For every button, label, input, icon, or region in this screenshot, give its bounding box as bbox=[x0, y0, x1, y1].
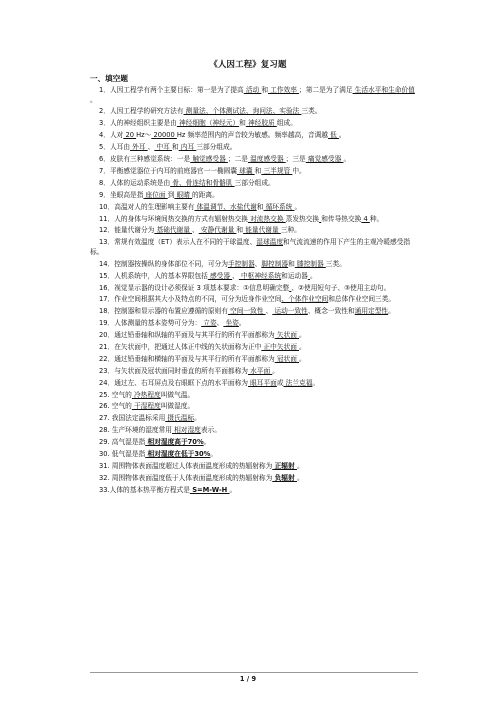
question-text: 26. 空气的 bbox=[99, 402, 132, 411]
question-text: 叫做湿度。 bbox=[160, 402, 195, 411]
answer-blank: 能量代谢量 bbox=[243, 226, 281, 235]
answer-blank: 体温调节、水盐代谢 bbox=[194, 202, 257, 211]
question-text: 18．控制器和显示器的布置应遵循的原则有 bbox=[99, 307, 228, 316]
question-text: 15．人机系统中，人的基本界限包括 bbox=[99, 271, 208, 280]
answer-blank: 球囊 bbox=[237, 166, 255, 175]
question-text: 三种。 bbox=[280, 226, 301, 235]
answer-blank: 基础代谢量 bbox=[154, 226, 193, 235]
question-text: 、 bbox=[147, 143, 155, 152]
answer-blank: 安静代谢量 bbox=[198, 226, 237, 235]
question-text: 和 bbox=[261, 86, 269, 94]
question-text: 和传导热交换 bbox=[321, 214, 362, 223]
answer-blank: 摄氏温标 bbox=[165, 414, 195, 423]
question-text: 。 bbox=[299, 331, 306, 340]
question-text: 和 bbox=[239, 119, 246, 128]
question-text: 和气流流速的作用下产生的主观冷暖感受指标。 bbox=[90, 238, 411, 256]
question-item bbox=[90, 143, 418, 153]
answer-blank: 测量法、个体测试法、询问法、实验法 bbox=[183, 107, 302, 116]
question-text: 三类。 bbox=[325, 259, 346, 268]
question-text: 31. 周围物体表面温度超过人体表面温度形成的热辐射称为 bbox=[99, 461, 273, 470]
question-item bbox=[90, 155, 418, 165]
answer-blank: 20 bbox=[123, 131, 137, 140]
question-item bbox=[90, 260, 418, 270]
question-item bbox=[90, 119, 418, 129]
question-text: 中。 bbox=[292, 166, 306, 175]
question-text: 。 bbox=[299, 354, 306, 363]
question-list bbox=[90, 86, 418, 498]
answer-blank: 坐姿 bbox=[223, 319, 239, 328]
answer-blank: 法兰克福 bbox=[283, 378, 313, 387]
question-item bbox=[90, 462, 418, 472]
question-text: 27. 我国法定温标采用 bbox=[99, 414, 166, 423]
question-text: 25. 空气的 bbox=[99, 390, 132, 399]
question-text: 三部分组成。 bbox=[234, 178, 275, 187]
question-text: 、 bbox=[216, 319, 224, 328]
answer-blank: 骨、骨连结和骨骼肌 bbox=[170, 178, 235, 187]
question-text: 和 bbox=[171, 143, 179, 152]
question-text: 。 bbox=[338, 131, 346, 140]
answer-blank: 正中矢状面 bbox=[261, 343, 300, 351]
question-text: 和 bbox=[236, 226, 244, 235]
question-item bbox=[90, 86, 418, 105]
question-text: 1．人因工程学有两个主要目标：第一是为了提高 bbox=[99, 86, 244, 94]
question-text: 种。 bbox=[369, 214, 384, 223]
answer-blank: 痛觉感受器 bbox=[305, 155, 344, 164]
section-heading: 一、填空题 bbox=[90, 74, 128, 83]
question-text: 12．能量代谢分为 bbox=[99, 226, 155, 235]
question-text: 13．常规有效温度（ET）表示人在不同的干球温度、 bbox=[99, 238, 257, 247]
answer-blank: 中耳 bbox=[154, 143, 172, 152]
question-text: 的距离。 bbox=[192, 190, 219, 199]
question-text: 16．视觉显示器的设计必须保证 3 项基本要求：①信息明确完整 bbox=[99, 283, 290, 292]
question-text: 7．平衡感觉器位于内耳的前庭器官一一椭圆囊 bbox=[99, 166, 238, 175]
answer-blank: 矢状面 bbox=[274, 331, 300, 340]
answer-blank: 湿球温度 bbox=[256, 238, 284, 247]
question-item bbox=[90, 167, 418, 177]
answer-blank: 20000 bbox=[151, 131, 177, 140]
question-text: 蒸发热交换 bbox=[285, 214, 320, 223]
answer-blank: 干湿程度 bbox=[131, 402, 161, 411]
question-text: 8．人体的运动系统是由 bbox=[99, 178, 171, 187]
question-item bbox=[90, 450, 418, 460]
answer-blank: 对流热交换 bbox=[247, 214, 286, 223]
question-item bbox=[90, 307, 418, 317]
question-text: 、 bbox=[232, 271, 239, 280]
question-text: 和 bbox=[288, 259, 295, 268]
question-item bbox=[90, 215, 418, 225]
document-title: 《人因工程》复习题 bbox=[209, 59, 287, 69]
question-text: 33.人体的基本热平衡方程式是 bbox=[99, 485, 190, 494]
question-text: 、 bbox=[265, 307, 273, 316]
answer-blank: 内耳 bbox=[178, 143, 197, 152]
question-item bbox=[90, 391, 418, 401]
question-item bbox=[90, 107, 418, 117]
answer-blank: 立姿 bbox=[201, 319, 217, 328]
question-text: 。 bbox=[90, 95, 97, 104]
answer-blank: 通用定型性 bbox=[354, 307, 389, 316]
answer-blank: 冷热程度 bbox=[131, 390, 161, 399]
question-text: 和运动器 bbox=[281, 271, 308, 280]
answer-blank: 座位面 bbox=[143, 190, 168, 199]
answer-blank: 生活水平和生命价值 bbox=[352, 86, 415, 94]
question-text: 19．人体测量的基本姿势可分为： bbox=[99, 319, 202, 328]
question-item bbox=[90, 379, 418, 389]
answer-blank: 相对湿度 bbox=[171, 426, 201, 435]
answer-blank: 脚控制器 bbox=[261, 259, 289, 268]
answer-blank: 、个体作业空间 bbox=[281, 295, 329, 304]
question-item bbox=[90, 179, 418, 189]
question-text: 2．人因工程学的研究方法有 bbox=[99, 107, 184, 116]
question-text: 组成。 bbox=[276, 119, 297, 128]
answer-blank: 感受器 bbox=[207, 271, 233, 280]
question-text: 30. 低气湿是指 bbox=[99, 450, 146, 459]
question-item bbox=[90, 295, 418, 305]
question-item bbox=[90, 331, 418, 341]
question-text: 21．在矢状面中，把通过人体正中线的矢状面称为正中 bbox=[99, 343, 262, 351]
question-text: 4．人对 bbox=[99, 131, 124, 140]
question-text: 和总体作业空间三类。 bbox=[328, 295, 396, 304]
question-text: Hz 频率范围内的声音较为敏感。频率越高，音调越 bbox=[176, 131, 328, 140]
answer-blank: 眼耳平面 bbox=[247, 378, 277, 387]
question-text: 。 bbox=[312, 378, 320, 387]
answer-blank: 膝控制器 bbox=[294, 259, 326, 268]
question-text: 23．与矢状面及冠状面同时垂直的所有平面都称为 bbox=[99, 366, 248, 375]
question-item bbox=[90, 367, 418, 377]
question-text: ；三是 bbox=[285, 155, 306, 164]
question-text: 、 bbox=[192, 226, 199, 235]
answer-blank: 正辐射 bbox=[272, 461, 297, 470]
question-item bbox=[90, 355, 418, 365]
question-item bbox=[90, 343, 418, 353]
question-text: 。 bbox=[194, 414, 201, 423]
answer-blank: 工作效率 bbox=[268, 86, 300, 94]
answer-blank: 负辐射 bbox=[272, 473, 297, 482]
question-text: 。 bbox=[210, 450, 218, 459]
answer-blank: S=M-W-H bbox=[189, 485, 230, 494]
question-text: 。 bbox=[343, 155, 351, 164]
question-item bbox=[90, 486, 418, 496]
question-item bbox=[90, 414, 418, 424]
question-item bbox=[90, 226, 418, 236]
answer-blank: 循环系统 bbox=[263, 202, 295, 211]
answer-blank: 眼睛 bbox=[174, 190, 193, 199]
question-text: 6．皮肤有三种感觉系统：一是 bbox=[99, 155, 191, 164]
question-text: 。 bbox=[388, 307, 395, 316]
question-text: 22．通过铅垂轴和横轴的平面及与其平行的所有平面都称为 bbox=[99, 354, 275, 363]
question-text: 、概念一致性和 bbox=[307, 307, 355, 316]
question-text: ；二是 bbox=[227, 155, 248, 164]
question-text: 和 bbox=[256, 202, 264, 211]
answer-blank: 神经细胞（神经元） bbox=[176, 119, 240, 128]
answer-blank: 温度感受器 bbox=[247, 155, 286, 164]
answer-blank: 相对湿度高于70% bbox=[145, 438, 204, 447]
question-text: 、 bbox=[254, 259, 262, 268]
question-text: 28. 生产环境的湿度常用 bbox=[99, 426, 172, 435]
page-number: 1 / 9 bbox=[239, 675, 257, 683]
question-text: 叫做气温。 bbox=[160, 390, 195, 399]
question-text: 20．通过铅垂轴和纵轴的平面及与其平行的所有平面都称为 bbox=[99, 331, 275, 340]
answer-blank: 触觉感受器 bbox=[190, 155, 228, 164]
question-item bbox=[90, 131, 418, 141]
answer-blank: 运动一致性 bbox=[272, 307, 308, 316]
answer-blank: 手控制器 bbox=[227, 259, 255, 268]
question-text: 三部分组成。 bbox=[196, 143, 237, 152]
answer-blank: 三半规管 bbox=[261, 166, 293, 175]
question-text: 9．坐眼高是指 bbox=[99, 190, 144, 199]
footer-rule bbox=[90, 672, 418, 673]
question-text: 。 bbox=[272, 366, 279, 375]
question-text: 24．通过左、右耳屏点及右眼眶下点的水平面称为 bbox=[99, 378, 248, 387]
question-item bbox=[90, 238, 418, 257]
question-text: Hz～ bbox=[136, 131, 152, 140]
question-text: 3．人的神经组织主要是由 bbox=[99, 119, 177, 128]
answer-blank: 冠状面 bbox=[274, 354, 300, 363]
question-text: 表示。 bbox=[200, 426, 221, 435]
answer-blank: 4 bbox=[361, 214, 370, 223]
question-text: 。 bbox=[299, 343, 306, 351]
question-text: 5．人耳由 bbox=[99, 143, 131, 152]
question-text: 。 bbox=[310, 271, 317, 280]
question-text: 17．作业空间根据其大小及特点的不同，可分为近身作业空间 bbox=[99, 295, 282, 304]
question-item bbox=[90, 474, 418, 484]
answer-blank: 水平面 bbox=[247, 366, 273, 375]
question-text: 或 bbox=[276, 378, 284, 387]
question-text: 。 bbox=[229, 485, 237, 494]
question-text: 。 bbox=[203, 438, 211, 447]
question-text: 11．人的身体与环境间热交换的方式有辐射热交换 bbox=[99, 214, 248, 223]
answer-blank: 空间一致性 bbox=[227, 307, 266, 316]
question-item bbox=[90, 402, 418, 412]
question-item bbox=[90, 438, 418, 448]
question-item bbox=[90, 203, 418, 213]
question-item bbox=[90, 284, 418, 294]
question-text: 三类。 bbox=[301, 107, 322, 116]
question-text: 和 bbox=[254, 166, 262, 175]
question-text: 14．控制器按操纵的身体部位不同，可分为 bbox=[99, 259, 228, 268]
question-text: ；第二是为了满足 bbox=[299, 86, 353, 94]
question-text: 到 bbox=[167, 190, 175, 199]
question-text: 。 bbox=[294, 202, 302, 211]
question-text: 10．高温对人的生理影响主要有 bbox=[99, 202, 195, 211]
question-text: 。 bbox=[296, 461, 304, 470]
question-text: 。 bbox=[238, 319, 246, 328]
question-text: 29. 高气湿是指 bbox=[99, 438, 146, 447]
answer-blank: 外耳 bbox=[130, 143, 148, 152]
question-item bbox=[90, 272, 418, 282]
question-item bbox=[90, 319, 418, 329]
question-text: 32. 周围物体表面温度低于人体表面温度形成的热辐射称为 bbox=[99, 473, 273, 482]
answer-blank: 中枢神经系统 bbox=[238, 271, 282, 280]
question-text: 。 bbox=[296, 473, 304, 482]
answer-blank: 活动 bbox=[243, 86, 262, 94]
answer-blank: 相对湿度在低于30% bbox=[145, 450, 211, 459]
question-item bbox=[90, 426, 418, 436]
answer-blank: 低 bbox=[327, 131, 339, 140]
question-item bbox=[90, 191, 418, 201]
question-text: 、②使用短句子、③使用主动句。 bbox=[291, 283, 391, 292]
answer-blank: 神经胶质 bbox=[245, 119, 277, 128]
